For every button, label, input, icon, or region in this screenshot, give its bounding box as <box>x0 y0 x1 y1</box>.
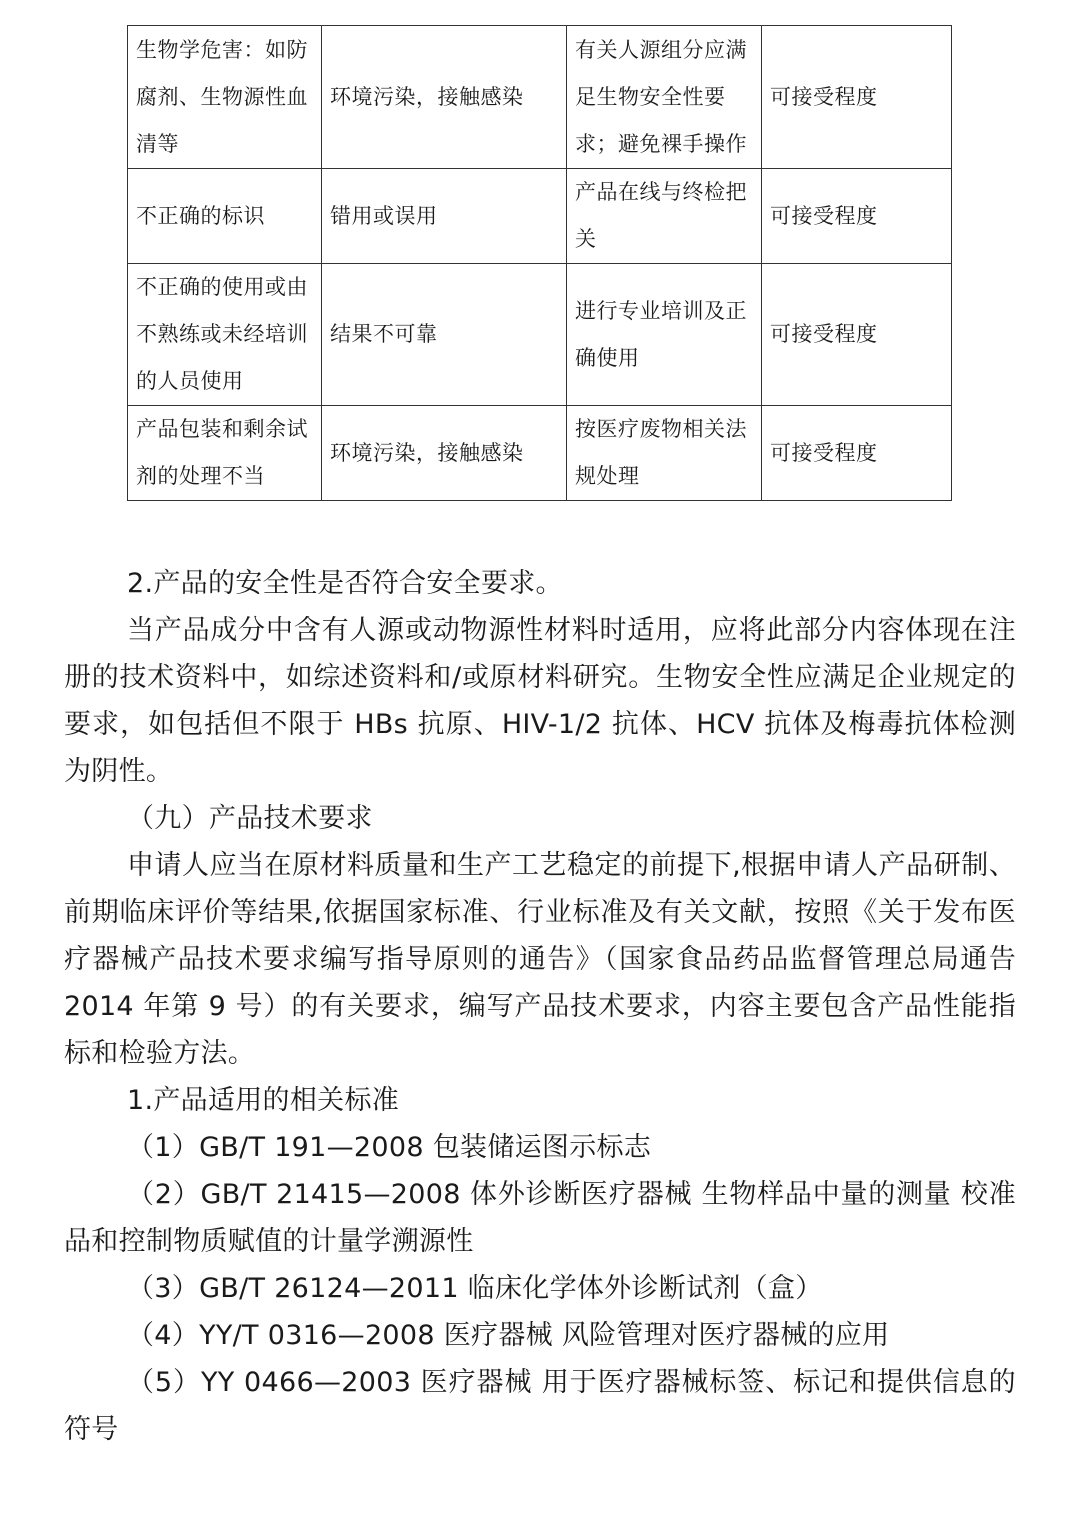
requirements-paragraph: 申请人应当在原材料质量和生产工艺稳定的前提下,根据申请人产品研制、前期临床评价等结果,依据国家标准、行业标准及有关文献，按照《关于发布医疗器械产品技术要求编写指导原则的通告》（国家食品药品监督管理总局通告 2014 年第 9 号）的有关要求，编写产品技术要求，内容主要包含产品性能指标和检验方法。 <box>64 850 1016 1069</box>
table-row <box>128 264 952 406</box>
table-row <box>128 406 952 501</box>
consequence-cell: 结果不可靠 <box>322 264 567 406</box>
standards-heading: 1.产品适用的相关标准 <box>127 1085 400 1116</box>
risk-analysis-table <box>127 25 952 501</box>
standard-item: （4）YY/T 0316—2008 医疗器械 风险管理对医疗器械的应用 <box>127 1320 890 1351</box>
table-row <box>128 26 952 169</box>
standard-item: （3）GB/T 26124—2011 临床化学体外诊断试剂（盒） <box>127 1273 823 1304</box>
consequence-cell: 错用或误用 <box>322 169 567 264</box>
control-measure-cell: 有关人源组分应满足生物安全性要求；避免裸手操作 <box>567 26 762 169</box>
consequence-cell: 环境污染，接触感染 <box>322 406 567 501</box>
standard-item: （5）YY 0466—2003 医疗器械 用于医疗器械标签、标记和提供信息的符号 <box>64 1367 1016 1445</box>
acceptability-cell: 可接受程度 <box>762 169 952 264</box>
control-measure-cell: 产品在线与终检把关 <box>567 169 762 264</box>
acceptability-cell: 可接受程度 <box>762 406 952 501</box>
control-measure-cell: 进行专业培训及正确使用 <box>567 264 762 406</box>
document-body <box>64 560 1016 1453</box>
consequence-cell: 环境污染，接触感染 <box>322 26 567 169</box>
hazard-cell: 不正确的标识 <box>128 169 322 264</box>
hazard-cell: 不正确的使用或由不熟练或未经培训的人员使用 <box>128 264 322 406</box>
acceptability-cell: 可接受程度 <box>762 264 952 406</box>
safety-heading: 2.产品的安全性是否符合安全要求。 <box>127 568 563 599</box>
standard-item: （2）GB/T 21415—2008 体外诊断医疗器械 生物样品中量的测量 校准品和控制物质赋值的计量学溯源性 <box>64 1179 1016 1257</box>
control-measure-cell: 按医疗废物相关法规处理 <box>567 406 762 501</box>
standard-item: （1）GB/T 191—2008 包装储运图示标志 <box>127 1132 652 1163</box>
hazard-cell: 生物学危害：如防腐剂、生物源性血清等 <box>128 26 322 169</box>
section-heading: （九）产品技术要求 <box>127 803 373 834</box>
acceptability-cell: 可接受程度 <box>762 26 952 169</box>
hazard-cell: 产品包装和剩余试剂的处理不当 <box>128 406 322 501</box>
safety-paragraph: 当产品成分中含有人源或动物源性材料时适用，应将此部分内容体现在注册的技术资料中，如综述资料和/或原材料研究。生物安全性应满足企业规定的要求，如包括但不限于 HBs 抗原、HIV-1/2 抗体、HCV 抗体及梅毒抗体检测为阴性。 <box>64 615 1016 787</box>
table-row <box>128 169 952 264</box>
